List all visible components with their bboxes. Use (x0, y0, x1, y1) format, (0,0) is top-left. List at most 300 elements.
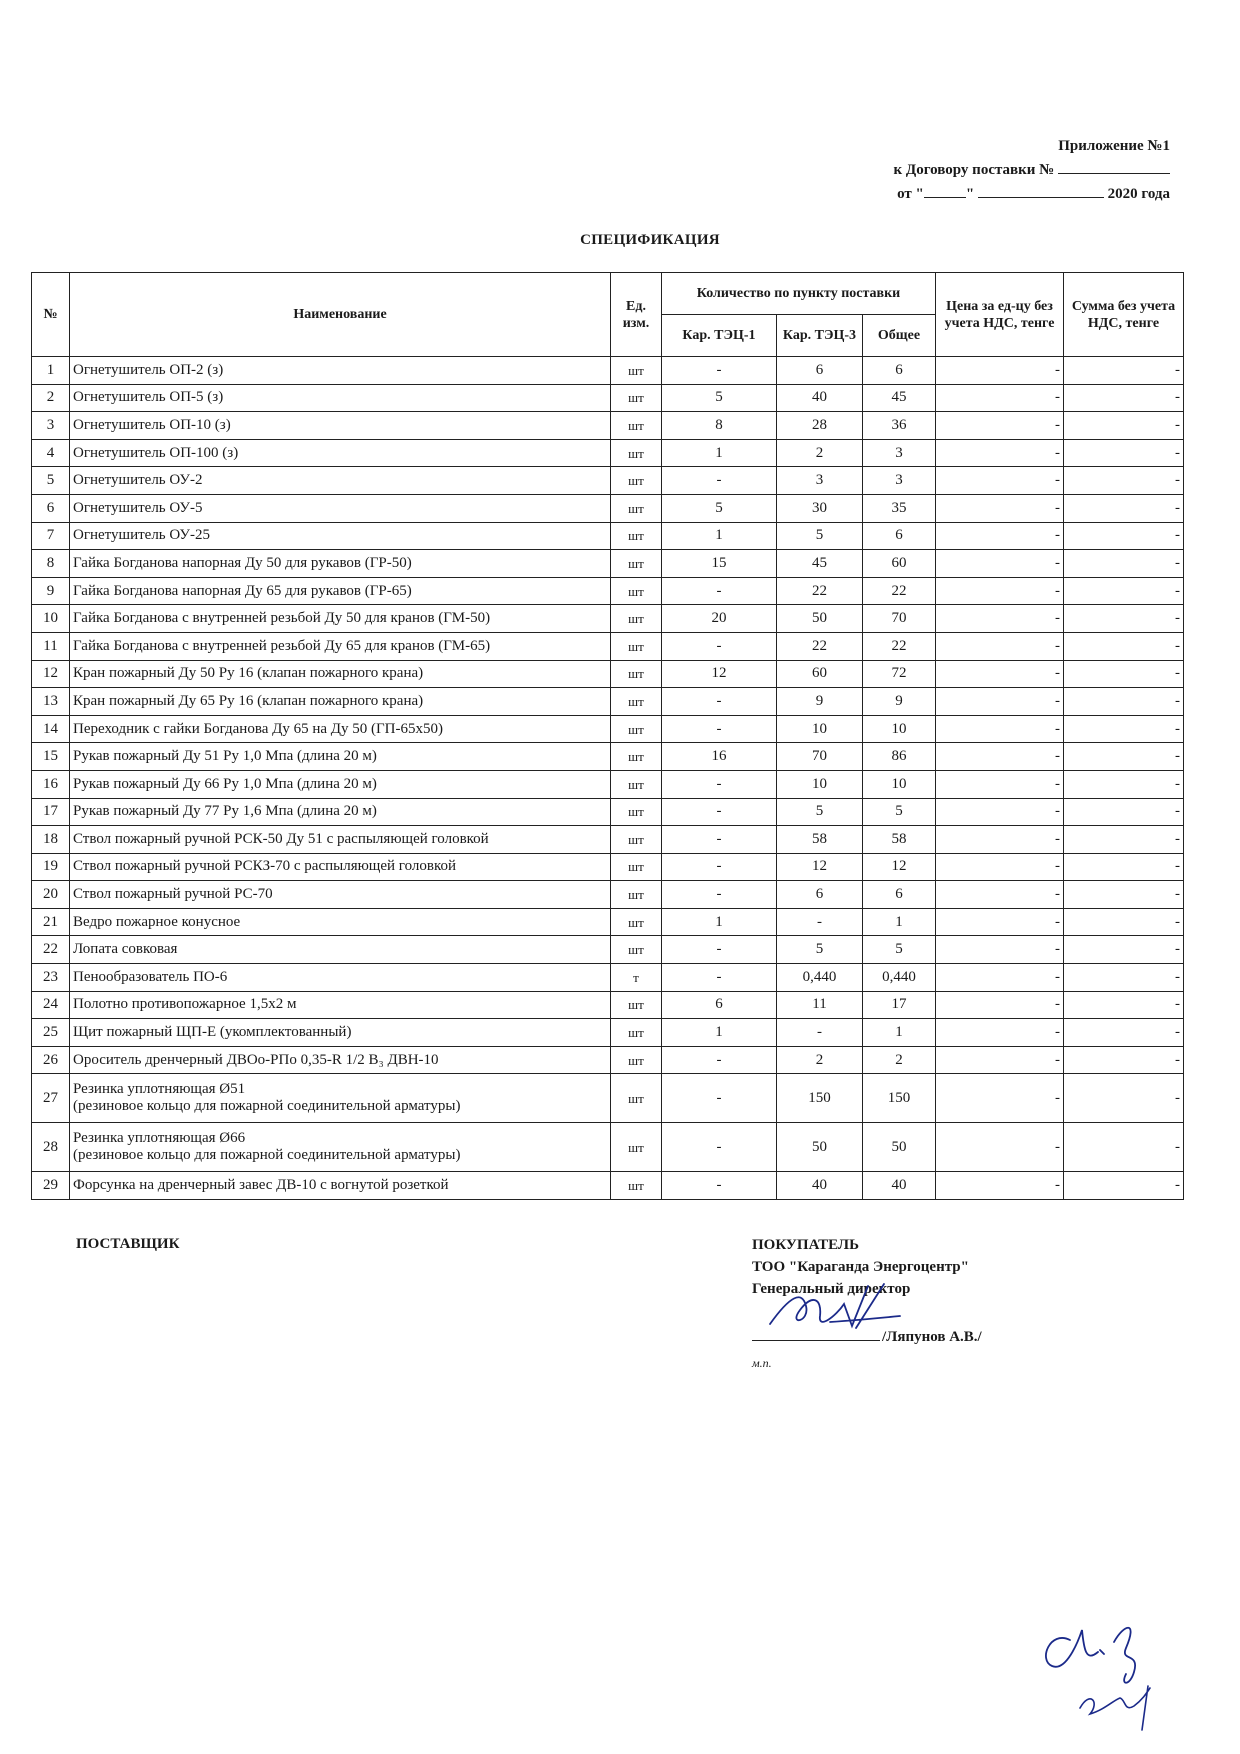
table-row (32, 1046, 1184, 1074)
unit-cell: шт (611, 467, 662, 495)
col-qty-group-header: Количество по пункту поставки (662, 273, 936, 315)
signatory-name: /Ляпунов А.В./ (882, 1329, 982, 1345)
unit-cell: шт (611, 605, 662, 633)
qty-total-cell: 0,440 (863, 964, 936, 992)
qty-tec3-cell: - (777, 1019, 863, 1047)
price-cell: - (936, 522, 1064, 550)
item-name-line: Огнетушитель ОУ-25 (73, 527, 210, 544)
item-name-line: Рукав пожарный Ду 77 Ру 1,6 Мпа (длина 20 м) (73, 803, 377, 820)
qty-total-cell: 6 (863, 522, 936, 550)
sum-cell: - (1064, 798, 1184, 826)
table-row (32, 577, 1184, 605)
item-name (70, 412, 611, 440)
qty-tec3-cell: 10 (777, 770, 863, 798)
item-name-line: Пенообразователь ПО-6 (73, 968, 228, 985)
price-cell: - (936, 743, 1064, 771)
unit-cell: шт (611, 991, 662, 1019)
date-mid: " (965, 186, 975, 202)
unit-cell: шт (611, 881, 662, 909)
sum-cell: - (1064, 936, 1184, 964)
item-name (70, 1074, 611, 1123)
qty-tec3-cell: 11 (777, 991, 863, 1019)
row-number: 14 (32, 715, 70, 743)
table-row (32, 770, 1184, 798)
table-row (32, 660, 1184, 688)
item-name-line: Ствол пожарный ручной РСКЗ-70 с распыляющей головкой (73, 858, 456, 875)
item-name-line: Ствол пожарный ручной РС-70 (73, 886, 273, 903)
unit-cell: т (611, 964, 662, 992)
item-name-line: Гайка Богданова с внутренней резьбой Ду 50 для кранов (ГМ-50) (73, 610, 491, 627)
table-row (32, 357, 1184, 385)
row-number: 10 (32, 605, 70, 633)
sum-cell: - (1064, 908, 1184, 936)
sum-cell: - (1064, 964, 1184, 992)
qty-tec3-cell: 5 (777, 798, 863, 826)
row-number: 16 (32, 770, 70, 798)
sum-cell: - (1064, 439, 1184, 467)
item-name (70, 770, 611, 798)
qty-tec3-cell: 0,440 (777, 964, 863, 992)
row-number: 21 (32, 908, 70, 936)
table-header (32, 273, 1184, 357)
item-name-line: Резинка уплотняющая Ø66 (73, 1130, 246, 1147)
unit-cell: шт (611, 853, 662, 881)
table-row (32, 798, 1184, 826)
qty-tec3-cell: 9 (777, 688, 863, 716)
unit-cell: шт (611, 550, 662, 578)
price-cell: - (936, 384, 1064, 412)
table-row (32, 1019, 1184, 1047)
item-name-line: Гайка Богданова с внутренней резьбой Ду 65 для кранов (ГМ-65) (73, 637, 491, 654)
table-row (32, 1172, 1184, 1200)
sum-cell: - (1064, 715, 1184, 743)
item-name (70, 715, 611, 743)
page-initials-signature (1030, 1590, 1180, 1740)
qty-tec3-cell: 3 (777, 467, 863, 495)
unit-cell: шт (611, 660, 662, 688)
qty-total-cell: 36 (863, 412, 936, 440)
qty-total-cell: 3 (863, 467, 936, 495)
price-cell: - (936, 991, 1064, 1019)
item-name (70, 439, 611, 467)
table-row (32, 605, 1184, 633)
price-cell: - (936, 853, 1064, 881)
table-row (32, 743, 1184, 771)
item-name-line: Резинка уплотняющая Ø51 (73, 1081, 246, 1098)
signature-row (752, 1326, 982, 1346)
item-name-line: Форсунка на дренчерный завес ДВ-10 с вогнутой розеткой (73, 1177, 449, 1194)
row-number: 27 (32, 1074, 70, 1123)
item-name-line: Полотно противопожарное 1,5х2 м (73, 996, 297, 1013)
sum-cell: - (1064, 1123, 1184, 1172)
qty-tec1-cell: - (662, 688, 777, 716)
buyer-organization: ТОО "Караганда Энергоцентр" (752, 1259, 969, 1275)
qty-tec1-cell: - (662, 632, 777, 660)
row-number: 23 (32, 964, 70, 992)
qty-total-cell: 60 (863, 550, 936, 578)
qty-tec3-cell: 50 (777, 1123, 863, 1172)
price-cell: - (936, 798, 1064, 826)
item-name-line: Лопата совковая (73, 941, 178, 958)
table-row (32, 384, 1184, 412)
signature-line (752, 1326, 880, 1341)
item-name (70, 660, 611, 688)
qty-total-cell: 58 (863, 826, 936, 854)
sum-cell: - (1064, 577, 1184, 605)
row-number: 19 (32, 853, 70, 881)
qty-tec3-cell: 70 (777, 743, 863, 771)
contract-number-blank (1058, 159, 1170, 174)
item-name (70, 936, 611, 964)
sum-cell: - (1064, 550, 1184, 578)
qty-total-cell: 12 (863, 853, 936, 881)
qty-tec3-cell: 28 (777, 412, 863, 440)
sum-cell: - (1064, 412, 1184, 440)
qty-total-cell: 70 (863, 605, 936, 633)
unit-cell: шт (611, 770, 662, 798)
qty-tec1-cell: 12 (662, 660, 777, 688)
sum-cell: - (1064, 357, 1184, 385)
item-name (70, 384, 611, 412)
qty-total-cell: 3 (863, 439, 936, 467)
row-number: 25 (32, 1019, 70, 1047)
row-number: 22 (32, 936, 70, 964)
item-name (70, 605, 611, 633)
row-number: 1 (32, 357, 70, 385)
sum-cell: - (1064, 522, 1184, 550)
sum-cell: - (1064, 881, 1184, 909)
qty-total-cell: 10 (863, 715, 936, 743)
qty-total-cell: 17 (863, 991, 936, 1019)
unit-cell: шт (611, 826, 662, 854)
unit-cell: шт (611, 1019, 662, 1047)
price-cell: - (936, 605, 1064, 633)
price-cell: - (936, 412, 1064, 440)
qty-total-cell: 5 (863, 798, 936, 826)
qty-total-cell: 22 (863, 632, 936, 660)
item-name (70, 908, 611, 936)
table-row (32, 439, 1184, 467)
price-cell: - (936, 357, 1064, 385)
row-number: 20 (32, 881, 70, 909)
unit-cell: шт (611, 743, 662, 771)
price-cell: - (936, 467, 1064, 495)
qty-total-cell: 40 (863, 1172, 936, 1200)
sum-cell: - (1064, 1046, 1184, 1074)
unit-cell: шт (611, 384, 662, 412)
col-tec3-header: Кар. ТЭЦ-3 (777, 315, 863, 357)
sum-cell: - (1064, 743, 1184, 771)
month-blank (978, 183, 1104, 198)
price-cell: - (936, 881, 1064, 909)
item-name-line: Рукав пожарный Ду 51 Ру 1,0 Мпа (длина 20 м) (73, 748, 377, 765)
item-name-line: Рукав пожарный Ду 66 Ру 1,0 Мпа (длина 20 м) (73, 775, 377, 792)
contract-prefix: к Договору поставки № (893, 162, 1055, 178)
price-cell: - (936, 964, 1064, 992)
qty-tec1-cell: 16 (662, 743, 777, 771)
table-row (32, 522, 1184, 550)
price-cell: - (936, 439, 1064, 467)
price-cell: - (936, 770, 1064, 798)
row-number: 29 (32, 1172, 70, 1200)
price-cell: - (936, 1019, 1064, 1047)
item-name-line: Гайка Богданова напорная Ду 65 для рукавов (ГР-65) (73, 582, 412, 599)
row-number: 7 (32, 522, 70, 550)
unit-cell: шт (611, 1123, 662, 1172)
buyer-position: Генеральный директор (752, 1281, 911, 1297)
item-name-note: (резиновое кольцо для пожарной соединительной арматуры) (73, 1098, 461, 1115)
col-unit-header: Ед. изм. (611, 273, 662, 357)
qty-total-cell: 6 (863, 357, 936, 385)
qty-tec1-cell: 5 (662, 494, 777, 522)
row-number: 18 (32, 826, 70, 854)
item-name (70, 826, 611, 854)
price-cell: - (936, 1172, 1064, 1200)
qty-tec3-cell: 58 (777, 826, 863, 854)
row-number: 2 (32, 384, 70, 412)
item-name (70, 964, 611, 992)
price-cell: - (936, 1123, 1064, 1172)
qty-total-cell: 10 (863, 770, 936, 798)
item-name-line: Переходник с гайки Богданова Ду 65 на Ду 50 (ГП-65х50) (73, 720, 443, 737)
qty-tec1-cell: 5 (662, 384, 777, 412)
qty-tec1-cell: - (662, 577, 777, 605)
qty-tec1-cell: - (662, 853, 777, 881)
row-number: 17 (32, 798, 70, 826)
qty-tec1-cell: - (662, 1123, 777, 1172)
unit-cell: шт (611, 494, 662, 522)
table-row (32, 853, 1184, 881)
qty-tec3-cell: 12 (777, 853, 863, 881)
qty-tec3-cell: 50 (777, 605, 863, 633)
item-name (70, 688, 611, 716)
qty-tec1-cell: - (662, 936, 777, 964)
qty-tec3-cell: 40 (777, 384, 863, 412)
table-row (32, 715, 1184, 743)
unit-cell: шт (611, 715, 662, 743)
date-prefix: от " (897, 186, 924, 202)
sum-cell: - (1064, 770, 1184, 798)
qty-tec3-cell: 60 (777, 660, 863, 688)
qty-tec3-cell: - (777, 908, 863, 936)
item-name (70, 1046, 611, 1074)
col-num-header: № (32, 273, 70, 357)
qty-tec1-cell: - (662, 770, 777, 798)
item-name-line: Ствол пожарный ручной РСК-50 Ду 51 с распыляющей головкой (73, 830, 489, 847)
item-name (70, 743, 611, 771)
qty-tec1-cell: - (662, 964, 777, 992)
qty-tec1-cell: 6 (662, 991, 777, 1019)
table-row (32, 550, 1184, 578)
item-name-line: Огнетушитель ОП-5 (з) (73, 389, 224, 406)
sum-cell: - (1064, 991, 1184, 1019)
qty-total-cell: 1 (863, 908, 936, 936)
qty-tec3-cell: 2 (777, 439, 863, 467)
price-cell: - (936, 715, 1064, 743)
qty-tec1-cell: - (662, 1074, 777, 1123)
price-cell: - (936, 1074, 1064, 1123)
item-name (70, 467, 611, 495)
unit-cell: шт (611, 522, 662, 550)
sum-cell: - (1064, 632, 1184, 660)
sum-cell: - (1064, 1172, 1184, 1200)
price-cell: - (936, 660, 1064, 688)
item-name-line: Огнетушитель ОП-2 (з) (73, 361, 224, 378)
item-name-line: Огнетушитель ОУ-2 (73, 472, 203, 489)
item-name (70, 1123, 611, 1172)
qty-total-cell: 6 (863, 881, 936, 909)
item-name (70, 577, 611, 605)
item-name-note: (резиновое кольцо для пожарной соединительной арматуры) (73, 1147, 461, 1164)
qty-tec3-cell: 22 (777, 577, 863, 605)
qty-total-cell: 45 (863, 384, 936, 412)
qty-tec1-cell: - (662, 1046, 777, 1074)
row-number: 6 (32, 494, 70, 522)
qty-total-cell: 9 (863, 688, 936, 716)
table-row (32, 826, 1184, 854)
unit-cell: шт (611, 577, 662, 605)
qty-total-cell: 1 (863, 1019, 936, 1047)
unit-cell: шт (611, 632, 662, 660)
row-number: 12 (32, 660, 70, 688)
col-tec1-header: Кар. ТЭЦ-1 (662, 315, 777, 357)
row-number: 28 (32, 1123, 70, 1172)
row-number: 26 (32, 1046, 70, 1074)
qty-total-cell: 2 (863, 1046, 936, 1074)
unit-cell: шт (611, 357, 662, 385)
item-name (70, 1019, 611, 1047)
price-cell: - (936, 494, 1064, 522)
appendix-header (770, 134, 1170, 206)
price-cell: - (936, 1046, 1064, 1074)
qty-tec1-cell: 8 (662, 412, 777, 440)
item-name-line: Ведро пожарное конусное (73, 913, 241, 930)
supplier-label: ПОСТАВЩИК (76, 1236, 180, 1252)
qty-total-cell: 86 (863, 743, 936, 771)
item-name (70, 550, 611, 578)
qty-tec1-cell: 20 (662, 605, 777, 633)
qty-total-cell: 150 (863, 1074, 936, 1123)
price-cell: - (936, 908, 1064, 936)
qty-tec1-cell: - (662, 798, 777, 826)
item-name (70, 632, 611, 660)
qty-tec1-cell: 1 (662, 908, 777, 936)
unit-cell: шт (611, 1074, 662, 1123)
table-row (32, 964, 1184, 992)
qty-tec3-cell: 6 (777, 357, 863, 385)
buyer-title: ПОКУПАТЕЛЬ (752, 1237, 860, 1253)
qty-tec3-cell: 5 (777, 936, 863, 964)
qty-tec3-cell: 40 (777, 1172, 863, 1200)
qty-total-cell: 50 (863, 1123, 936, 1172)
item-name-line: Кран пожарный Ду 50 Ру 16 (клапан пожарного крана) (73, 665, 424, 682)
sum-cell: - (1064, 494, 1184, 522)
item-name-line: Кран пожарный Ду 65 Ру 16 (клапан пожарного крана) (73, 692, 424, 709)
unit-cell: шт (611, 1172, 662, 1200)
price-cell: - (936, 826, 1064, 854)
qty-tec1-cell: 15 (662, 550, 777, 578)
document-title: СПЕЦИФИКАЦИЯ (580, 232, 720, 248)
price-cell: - (936, 688, 1064, 716)
qty-tec3-cell: 22 (777, 632, 863, 660)
row-number: 8 (32, 550, 70, 578)
item-name-line: Ороситель дренчерный ДВОо-РПо 0,35-R 1/2 В₃ ДВН-10 (73, 1051, 439, 1068)
item-name (70, 1172, 611, 1200)
table-row (32, 908, 1184, 936)
qty-tec1-cell: - (662, 826, 777, 854)
row-number: 5 (32, 467, 70, 495)
sum-cell: - (1064, 605, 1184, 633)
qty-tec3-cell: 45 (777, 550, 863, 578)
contract-line (770, 158, 1170, 182)
sum-cell: - (1064, 826, 1184, 854)
day-blank (924, 183, 966, 198)
item-name-line: Гайка Богданова напорная Ду 50 для рукавов (ГР-50) (73, 554, 412, 571)
qty-tec3-cell: 5 (777, 522, 863, 550)
unit-cell: шт (611, 412, 662, 440)
item-name-line: Огнетушитель ОП-100 (з) (73, 444, 239, 461)
qty-total-cell: 5 (863, 936, 936, 964)
col-sum-header: Сумма без учета НДС, тенге (1064, 273, 1184, 357)
price-cell: - (936, 936, 1064, 964)
item-name-line: Щит пожарный ЩП-Е (укомплектованный) (73, 1024, 352, 1041)
col-name-header: Наименование (70, 273, 611, 357)
table-row (32, 632, 1184, 660)
row-number: 3 (32, 412, 70, 440)
table-row (32, 467, 1184, 495)
unit-cell: шт (611, 688, 662, 716)
qty-tec3-cell: 150 (777, 1074, 863, 1123)
sum-cell: - (1064, 1019, 1184, 1047)
row-number: 9 (32, 577, 70, 605)
table-row (32, 881, 1184, 909)
item-name (70, 357, 611, 385)
item-name (70, 494, 611, 522)
item-name (70, 853, 611, 881)
qty-total-cell: 35 (863, 494, 936, 522)
table-row (32, 1074, 1184, 1123)
qty-tec1-cell: - (662, 715, 777, 743)
table-row (32, 494, 1184, 522)
row-number: 4 (32, 439, 70, 467)
appendix-label: Приложение №1 (1058, 138, 1170, 154)
qty-tec1-cell: 1 (662, 439, 777, 467)
sum-cell: - (1064, 1074, 1184, 1123)
sum-cell: - (1064, 467, 1184, 495)
table-row (32, 1123, 1184, 1172)
unit-cell: шт (611, 936, 662, 964)
row-number: 15 (32, 743, 70, 771)
qty-tec3-cell: 6 (777, 881, 863, 909)
item-name-line: Огнетушитель ОУ-5 (73, 499, 203, 516)
item-name (70, 522, 611, 550)
sum-cell: - (1064, 660, 1184, 688)
unit-cell: шт (611, 439, 662, 467)
qty-tec1-cell: - (662, 357, 777, 385)
row-number: 13 (32, 688, 70, 716)
col-price-header: Цена за ед-цу без учета НДС, тенге (936, 273, 1064, 357)
unit-cell: шт (611, 1046, 662, 1074)
sum-cell: - (1064, 384, 1184, 412)
stamp-place-label: м.п. (752, 1356, 772, 1370)
qty-tec3-cell: 10 (777, 715, 863, 743)
table-row (32, 991, 1184, 1019)
qty-tec1-cell: 1 (662, 1019, 777, 1047)
table-row (32, 688, 1184, 716)
table-row (32, 412, 1184, 440)
qty-total-cell: 72 (863, 660, 936, 688)
qty-tec3-cell: 30 (777, 494, 863, 522)
